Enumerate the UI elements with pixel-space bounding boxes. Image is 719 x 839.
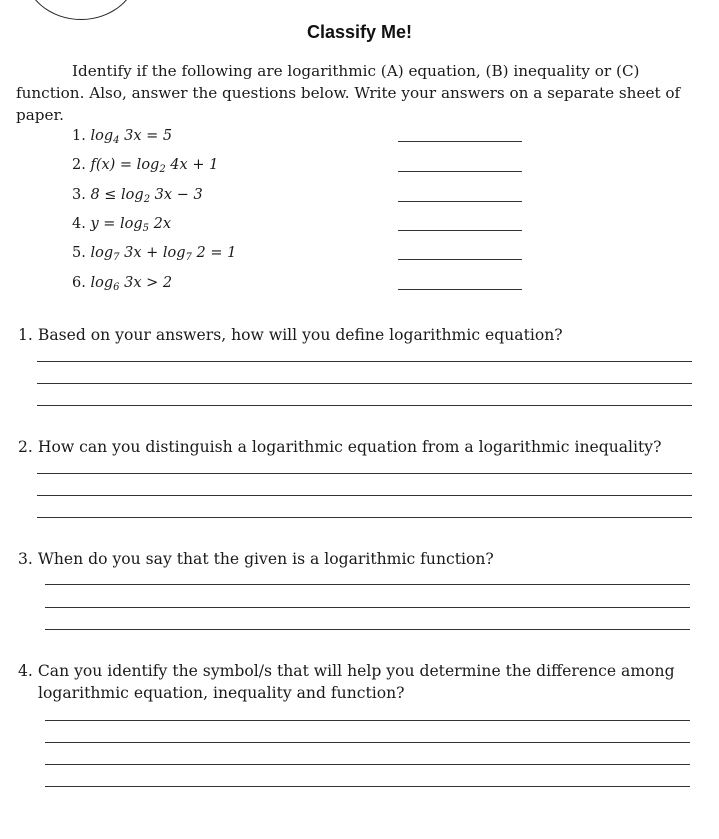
item-5-answer-blank[interactable] [398, 259, 522, 260]
item-3-answer-blank[interactable] [398, 201, 522, 202]
answer-line[interactable] [45, 764, 690, 765]
answer-line[interactable] [45, 607, 690, 608]
answer-line[interactable] [45, 720, 690, 721]
answer-line[interactable] [37, 361, 692, 362]
answer-line[interactable] [37, 473, 692, 474]
question-1: 1. Based on your answers, how will you define logarithmic equation? [18, 326, 563, 344]
instructions-paragraph: Identify if the following are logarithmic (A) equation, (B) inequality or (C) function. Also, answer the questions below. Write your answers on a separate sheet of paper. [16, 62, 681, 124]
item-3: 3. $8 \le \log_2 3x - 3$ [72, 187, 203, 205]
item-6-answer-blank[interactable] [398, 289, 522, 290]
item-1: 1. $\log_4 3x = 5$ [72, 128, 173, 146]
page-title: Classify Me! [306, 22, 413, 42]
item-6: 6. $\log_6 3x > 2$ [72, 275, 173, 293]
item-2-answer-blank[interactable] [398, 171, 522, 172]
item-4-answer-blank[interactable] [398, 230, 522, 231]
question-3: 3. When do you say that the given is a logarithmic function? [18, 550, 494, 568]
question-4: 4. Can you identify the symbol/s that will help you determine the difference among logarithmic equation, inequality and function? [18, 662, 675, 702]
answer-line[interactable] [45, 786, 690, 787]
answer-line[interactable] [37, 495, 692, 496]
answer-line[interactable] [37, 405, 692, 406]
answer-line[interactable] [37, 517, 692, 518]
answer-line[interactable] [37, 383, 692, 384]
item-2: 2. $f(x) = \log_2 4x + 1$ [72, 157, 219, 175]
answer-line[interactable] [45, 629, 690, 630]
item-4: 4. $y = \log_5 2x$ [72, 216, 172, 234]
item-5: 5. $\log_7 3x + \log_7 2 = 1$ [72, 245, 237, 263]
item-1-answer-blank[interactable] [398, 141, 522, 142]
header-logo-arc [24, 0, 138, 20]
answer-line[interactable] [45, 584, 690, 585]
question-2: 2. How can you distinguish a logarithmic equation from a logarithmic inequality? [18, 438, 662, 456]
answer-line[interactable] [45, 742, 690, 743]
